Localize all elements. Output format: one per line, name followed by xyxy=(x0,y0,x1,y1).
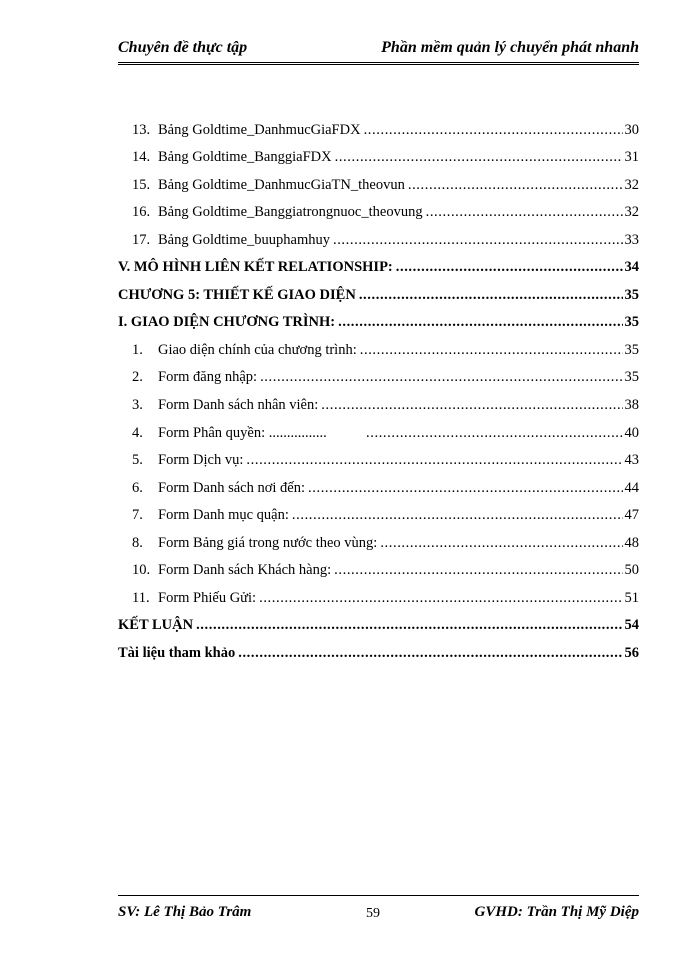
toc-entry[interactable] xyxy=(118,359,639,387)
toc-leader-dots xyxy=(196,616,622,634)
toc-entry-number: 7. xyxy=(132,507,143,524)
toc-entry-label: Bảng Goldtime_Banggiatrongnuoc_theovung xyxy=(158,204,423,221)
table-of-contents xyxy=(118,111,639,662)
toc-entry-label: I. GIAO DIỆN CHƯƠNG TRÌNH: xyxy=(118,314,336,331)
toc-entry[interactable] xyxy=(118,249,639,277)
toc-leader-dots xyxy=(321,396,622,414)
toc-entry-number: 14. xyxy=(132,149,151,166)
toc-entry-page: 30 xyxy=(624,121,639,138)
toc-entry[interactable] xyxy=(118,579,639,607)
toc-entry-label: Form Danh sách Khách hàng: xyxy=(158,562,332,579)
toc-entry-label: Giao diện chính của chương trình: xyxy=(158,341,357,358)
toc-entry-label: Form đăng nhập: xyxy=(158,369,258,386)
toc-leader-dots xyxy=(359,286,623,304)
toc-entry-label: CHƯƠNG 5: THIẾT KẾ GIAO DIỆN xyxy=(118,286,356,303)
toc-entry-number: 5. xyxy=(132,452,143,469)
toc-entry[interactable] xyxy=(118,607,639,635)
toc-entry-page: 31 xyxy=(624,149,639,166)
toc-entry-page: 40 xyxy=(624,424,639,441)
toc-leader-dots xyxy=(396,258,623,276)
toc-entry-label: Bảng Goldtime_BanggiaFDX xyxy=(158,149,332,166)
toc-entry-number: 11. xyxy=(132,589,150,606)
toc-entry[interactable] xyxy=(118,194,639,222)
toc-entry-number: 17. xyxy=(132,231,151,248)
footer-student: SV: Lê Thị Bảo Trâm xyxy=(118,904,252,920)
toc-leader-dots xyxy=(380,534,622,552)
toc-entry-page: 32 xyxy=(624,204,639,221)
toc-leader-dots xyxy=(333,231,623,249)
toc-entry[interactable] xyxy=(118,221,639,249)
toc-entry-label: Form Dịch vụ: xyxy=(158,452,244,469)
toc-entry-page: 33 xyxy=(624,231,639,248)
toc-entry-number: 16. xyxy=(132,204,151,221)
toc-entry-label: Form Phân quyền: ................ xyxy=(158,424,364,441)
toc-entry-number: 10. xyxy=(132,562,151,579)
toc-leader-dots xyxy=(364,121,623,139)
toc-entry[interactable] xyxy=(118,497,639,525)
toc-entry[interactable] xyxy=(118,552,639,580)
toc-leader-dots xyxy=(260,368,622,386)
footer-advisor: GVHD: Trần Thị Mỹ Diệp xyxy=(474,904,639,920)
toc-leader-dots xyxy=(335,148,623,166)
toc-entry-number: 1. xyxy=(132,341,143,358)
toc-entry[interactable] xyxy=(118,442,639,470)
toc-entry-page: 47 xyxy=(624,507,639,524)
toc-leader-dots xyxy=(259,589,622,607)
toc-leader-dots xyxy=(238,644,622,662)
toc-entry-number: 13. xyxy=(132,121,151,138)
toc-entry-label: Form Danh sách nhân viên: xyxy=(158,397,319,414)
toc-entry-page: 32 xyxy=(624,176,639,193)
toc-entry-label: Form Phiếu Gửi: xyxy=(158,589,257,606)
toc-entry-number: 6. xyxy=(132,479,143,496)
footer-page-number: 59 xyxy=(366,906,380,921)
toc-entry-label: Form Danh sách nơi đến: xyxy=(158,479,306,496)
toc-entry-page: 35 xyxy=(624,369,639,386)
header-rule xyxy=(118,62,639,65)
toc-leader-dots xyxy=(308,479,622,497)
toc-entry-page: 56 xyxy=(624,644,639,661)
footer-rule xyxy=(118,895,639,896)
toc-entry-number: 8. xyxy=(132,534,143,551)
toc-entry-page: 35 xyxy=(624,286,639,303)
toc-entry-page: 35 xyxy=(624,314,639,331)
toc-entry-page: 54 xyxy=(624,617,639,634)
toc-leader-dots xyxy=(408,176,623,194)
toc-entry-page: 38 xyxy=(624,397,639,414)
toc-entry-number: 4. xyxy=(132,424,143,441)
toc-entry[interactable] xyxy=(118,276,639,304)
toc-entry[interactable] xyxy=(118,634,639,662)
toc-entry-label: Bảng Goldtime_buuphamhuy xyxy=(158,231,330,248)
toc-leader-dots xyxy=(426,203,623,221)
toc-entry-page: 43 xyxy=(624,452,639,469)
toc-entry-label: Form Danh mục quận: xyxy=(158,507,289,524)
toc-leader-dots xyxy=(246,451,622,469)
toc-entry-label: Tài liệu tham khảo xyxy=(118,644,236,661)
toc-entry[interactable] xyxy=(118,524,639,552)
toc-entry-label: Bảng Goldtime_DanhmucGiaTN_theovun xyxy=(158,176,405,193)
toc-leader-dots xyxy=(366,424,622,442)
toc-leader-dots xyxy=(338,313,622,331)
toc-leader-dots xyxy=(334,561,622,579)
toc-entry[interactable] xyxy=(118,139,639,167)
toc-entry[interactable] xyxy=(118,111,639,139)
toc-leader-dots xyxy=(292,506,623,524)
toc-entry-page: 35 xyxy=(624,341,639,358)
header-right-title: Phần mềm quản lý chuyển phát nhanh xyxy=(381,39,639,56)
toc-entry-label: Form Bảng giá trong nước theo vùng: xyxy=(158,534,378,551)
toc-entry[interactable] xyxy=(118,469,639,497)
toc-entry[interactable] xyxy=(118,304,639,332)
toc-entry-page: 44 xyxy=(624,479,639,496)
toc-entry-label: V. MÔ HÌNH LIÊN KẾT RELATIONSHIP: xyxy=(118,259,393,276)
toc-entry[interactable] xyxy=(118,331,639,359)
header-left-title: Chuyên đề thực tập xyxy=(118,39,248,56)
toc-entry[interactable] xyxy=(118,386,639,414)
toc-entry[interactable] xyxy=(118,166,639,194)
toc-entry-number: 2. xyxy=(132,369,143,386)
toc-entry[interactable] xyxy=(118,414,639,442)
toc-entry-page: 50 xyxy=(624,562,639,579)
toc-entry-number: 3. xyxy=(132,397,143,414)
toc-entry-label: KẾT LUẬN xyxy=(118,617,194,634)
toc-entry-label: Bảng Goldtime_DanhmucGiaFDX xyxy=(158,121,361,138)
toc-entry-page: 34 xyxy=(624,259,639,276)
toc-leader-dots xyxy=(360,341,623,359)
toc-entry-page: 51 xyxy=(624,589,639,606)
toc-entry-page: 48 xyxy=(624,534,639,551)
toc-entry-number: 15. xyxy=(132,176,151,193)
